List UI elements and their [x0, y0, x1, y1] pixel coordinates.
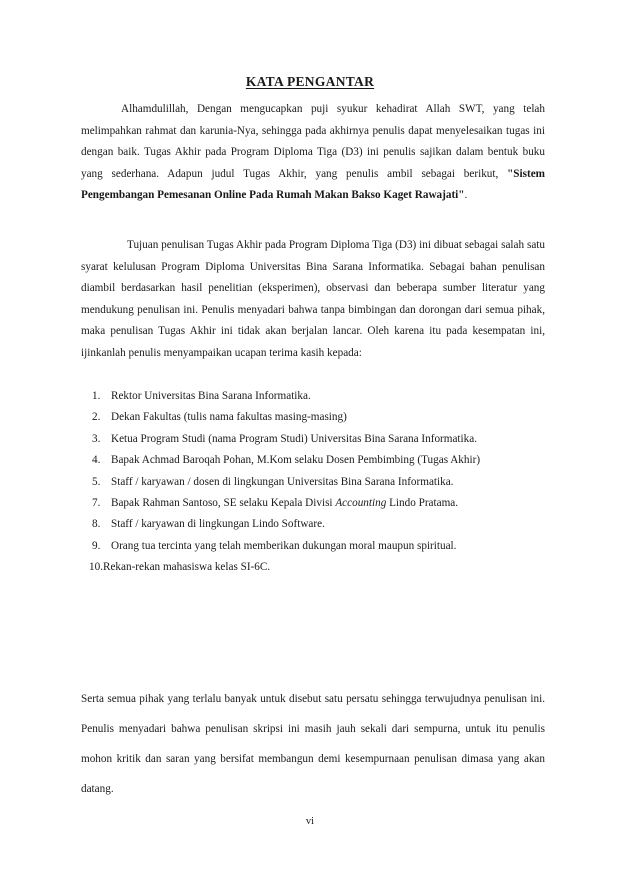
list-text: Bapak Rahman Santoso, SE selaku Kepala Divisi — [111, 496, 336, 509]
page-title: KATA PENGANTAR — [245, 74, 375, 89]
list-number: 7. — [92, 496, 101, 509]
intro-end: . — [464, 189, 468, 202]
page-number: vi — [305, 816, 315, 827]
list-item — [81, 472, 551, 493]
paragraph-purpose: Tujuan penulisan Tugas Akhir pada Program Diploma Tiga (D3) ini dibuat sebagai salah satu syarat kelulusan Program Diploma Universitas Bina Sarana Informatika. Sebagai bahan penulisan diambil berdasarkan hasil penelitian (eksperimen), observasi dan beberapa sumber literatur yang mendukung penulisan ini. Penulis menyadari bahwa tanpa bimbingan dan dorongan dari semua pihak, maka penulisan Tugas Akhir ini tidak akan berjalan lancar. Oleh karena itu pada kesempatan ini, ijinkanlah penulis menyampaikan ucapan terima kasih kepada: — [81, 239, 545, 359]
list-number: 9. — [92, 539, 101, 552]
paragraph-intro — [81, 99, 545, 207]
list-text: Bapak Achmad Baroqah Pohan, M.Kom selaku Dosen Pembimbing (Tugas Akhir) — [111, 454, 481, 467]
list-item — [81, 429, 551, 450]
list-item — [81, 407, 551, 428]
list-text: Dekan Fakultas (tulis nama fakultas masing-masing) — [111, 411, 347, 424]
list-text: Staff / karyawan di lingkungan Lindo Software. — [111, 518, 325, 531]
list-number: 1. — [92, 390, 101, 402]
list-number: 10. — [89, 561, 103, 574]
list-text-after: Lindo Pratama. — [386, 496, 459, 509]
list-item — [81, 386, 551, 407]
list-text: Rektor Universitas Bina Sarana Informatika. — [111, 390, 311, 402]
list-item — [81, 514, 551, 535]
list-text-italic: Accounting — [335, 496, 387, 509]
list-number: 4. — [92, 454, 101, 467]
paragraph-closing: Serta semua pihak yang terlalu banyak untuk disebut satu persatu sehingga terwujudnya penulisan ini. Penulis menyadari bahwa penulisan skripsi ini masih jauh sekali dari sempurna, untuk itu penulis mohon kritik dan saran yang bersifat membangun demi kesempurnaan penulisan dimasa yang akan datang. — [81, 693, 545, 795]
list-number: 8. — [92, 518, 101, 531]
list-item — [81, 536, 551, 557]
list-item — [81, 450, 551, 471]
list-item — [81, 557, 551, 578]
list-text: Staff / karyawan / dosen di lingkungan Universitas Bina Sarana Informatika. — [111, 475, 454, 488]
list-text: Rekan-rekan mahasiswa kelas SI-6C. — [103, 561, 271, 574]
acknowledgement-list — [81, 386, 551, 579]
list-text: Orang tua tercinta yang telah memberikan dukungan moral maupun spiritual. — [111, 539, 457, 552]
list-item — [81, 493, 551, 514]
intro-text: Alhamdulillah, Dengan mengucapkan puji syukur kehadirat Allah SWT, yang telah melimpahkan rahmat dan karunia-Nya, sehingga pada akhirnya penulis dapat menyelesaikan tugas ini dengan baik. Tugas Akhir pada Program Diploma Tiga (D3) ini penulis sajikan dalam bentuk buku yang sederhana. Adapun judul Tugas Akhir, yang penulis ambil sebagai berikut, — [81, 103, 545, 180]
list-number: 2. — [92, 411, 101, 424]
thesis-title: "Sistem Pengembangan Pemesanan Online Pada Rumah Makan Bakso Kaget Rawajati" — [81, 167, 545, 202]
list-number: 5. — [92, 475, 101, 488]
list-number: 3. — [92, 432, 101, 445]
list-text: Ketua Program Studi (nama Program Studi) Universitas Bina Sarana Informatika. — [111, 432, 477, 445]
